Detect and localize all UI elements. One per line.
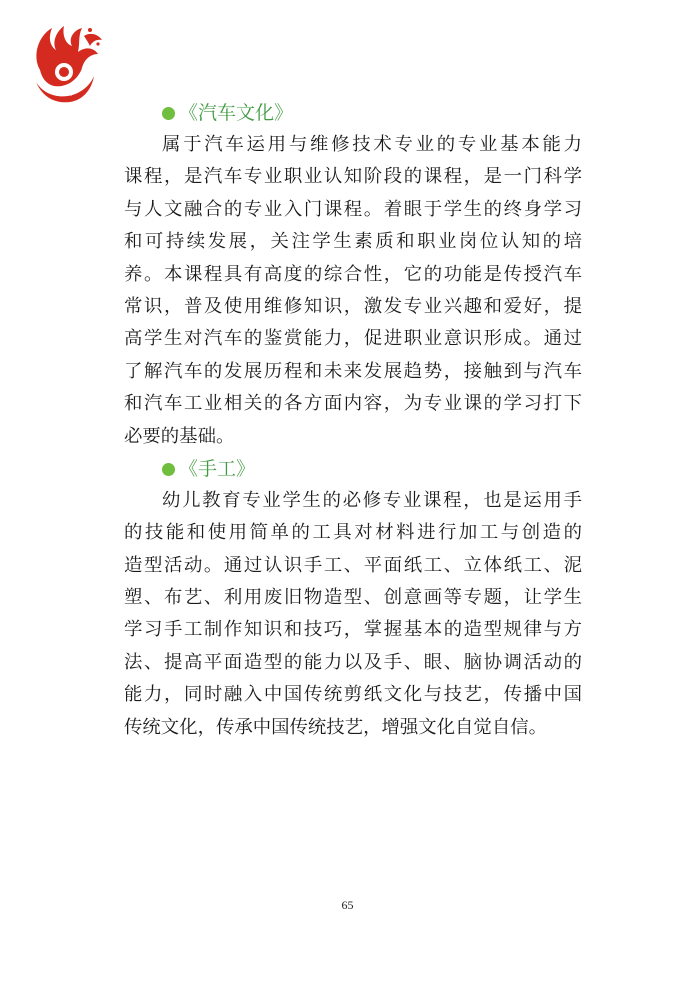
paragraph-line: 养。本课程具有高度的综合性，它的功能是传授汽车 (124, 263, 582, 285)
paragraph-line: 了解汽车的发展历程和未来发展趋势，接触到与汽车 (124, 360, 582, 382)
paragraph-line: 能力，同时融入中国传统剪纸文化与技艺，传播中国 (124, 684, 582, 706)
section-heading-car-culture: 《汽车文化》 (162, 97, 582, 129)
paragraph-line: 法、提高平面造型的能力以及手、眼、脑协调活动的 (124, 651, 582, 673)
paragraph-line: 和汽车工业相关的各方面内容，为专业课的学习打下 (124, 393, 582, 415)
green-dot-bullet-icon (162, 107, 175, 120)
body-content (124, 97, 582, 744)
paragraph-line: 传统文化，传承中国传统技艺，增强文化自觉自信。 (124, 716, 547, 738)
paragraph-line: 与人文融合的专业入门课程。着眼于学生的终身学习 (124, 198, 582, 220)
paragraph-line: 幼儿教育专业学生的必修专业课程，也是运用手 (162, 489, 582, 511)
paragraph-line: 必要的基础。 (124, 425, 235, 447)
paragraph-line: 常识，普及使用维修知识，激发专业兴趣和爱好，提 (124, 295, 582, 317)
paragraph-line: 属于汽车运用与维修技术专业的专业基本能力 (162, 134, 582, 155)
paragraph-line: 学习手工制作知识和技巧，掌握基本的造型规律与方 (124, 619, 582, 641)
paragraph-line: 高学生对汽车的鉴赏能力，促进职业意识形成。通过 (124, 328, 582, 350)
green-dot-bullet-icon (162, 463, 175, 476)
page-number: 65 (341, 898, 354, 912)
phoenix-logo-icon (28, 22, 108, 106)
paragraph-line: 的技能和使用简单的工具对材料进行加工与创造的 (124, 522, 582, 544)
paragraph-line: 课程，是汽车专业职业认知阶段的课程，是一门科学 (124, 166, 582, 188)
paragraph-line: 造型活动。通过认识手工、平面纸工、立体纸工、泥 (124, 554, 582, 576)
paragraph-line: 塑、布艺、利用废旧物造型、创意画等专题，让学生 (124, 587, 582, 609)
section-heading-handcraft: 《手工》 (162, 453, 582, 485)
paragraph-line: 和可持续发展，关注学生素质和职业岗位认知的培 (124, 231, 582, 253)
